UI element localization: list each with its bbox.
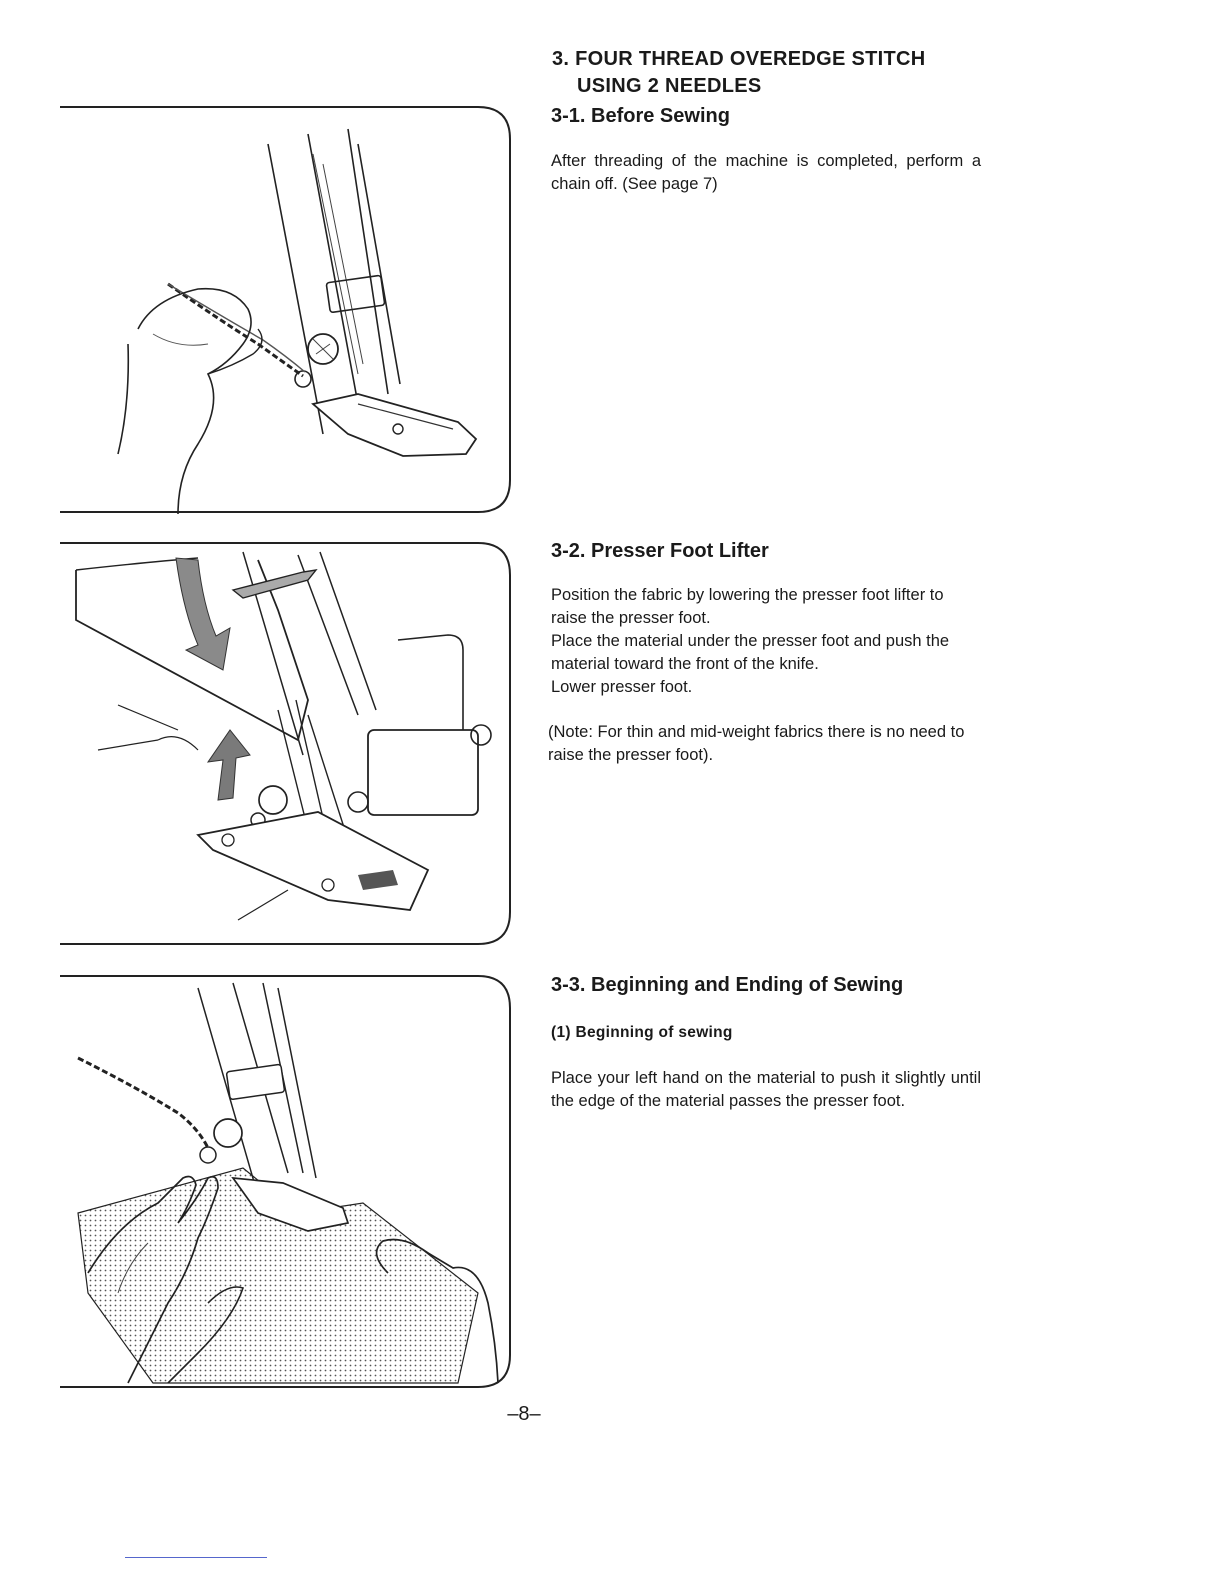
- beginning-sewing-illustration: [58, 973, 514, 1391]
- section-paragraph: Place your left hand on the material to push it slightly until the edge of the material passes the presser foot.: [551, 1069, 981, 1110]
- note-paragraph: (Note: For thin and mid-weight fabrics there is no need to raise the presser foot).: [548, 723, 965, 764]
- page-number: –8–: [507, 1403, 541, 1425]
- section-heading: 3-1. Before Sewing: [551, 105, 730, 127]
- section-beginning-ending-sewing: [551, 972, 981, 1113]
- section-paragraph: Place the material under the presser foot and push the material toward the front of the knife.: [551, 632, 950, 673]
- section-heading: 3-2. Presser Foot Lifter: [551, 540, 769, 562]
- presser-foot-lifter-illustration: [58, 540, 514, 948]
- section-paragraph: After threading of the machine is completed, perform a chain off. (See page 7): [551, 152, 981, 193]
- section-before-sewing: [551, 103, 981, 196]
- page-title: [552, 46, 925, 100]
- title-line-1: 3. FOUR THREAD OVEREDGE STITCH: [552, 48, 926, 70]
- section-presser-foot-lifter: [548, 538, 981, 767]
- title-line-2: USING 2 NEEDLES: [577, 75, 762, 97]
- bottom-rule: [125, 1557, 267, 1558]
- subsection-heading: (1) Beginning of sewing: [551, 1024, 733, 1041]
- section-heading: 3-3. Beginning and Ending of Sewing: [551, 974, 904, 996]
- section-paragraph: Lower presser foot.: [551, 678, 693, 696]
- chain-off-illustration: [58, 104, 514, 516]
- section-paragraph: Position the fabric by lowering the presser foot lifter to raise the presser foot.: [551, 586, 944, 627]
